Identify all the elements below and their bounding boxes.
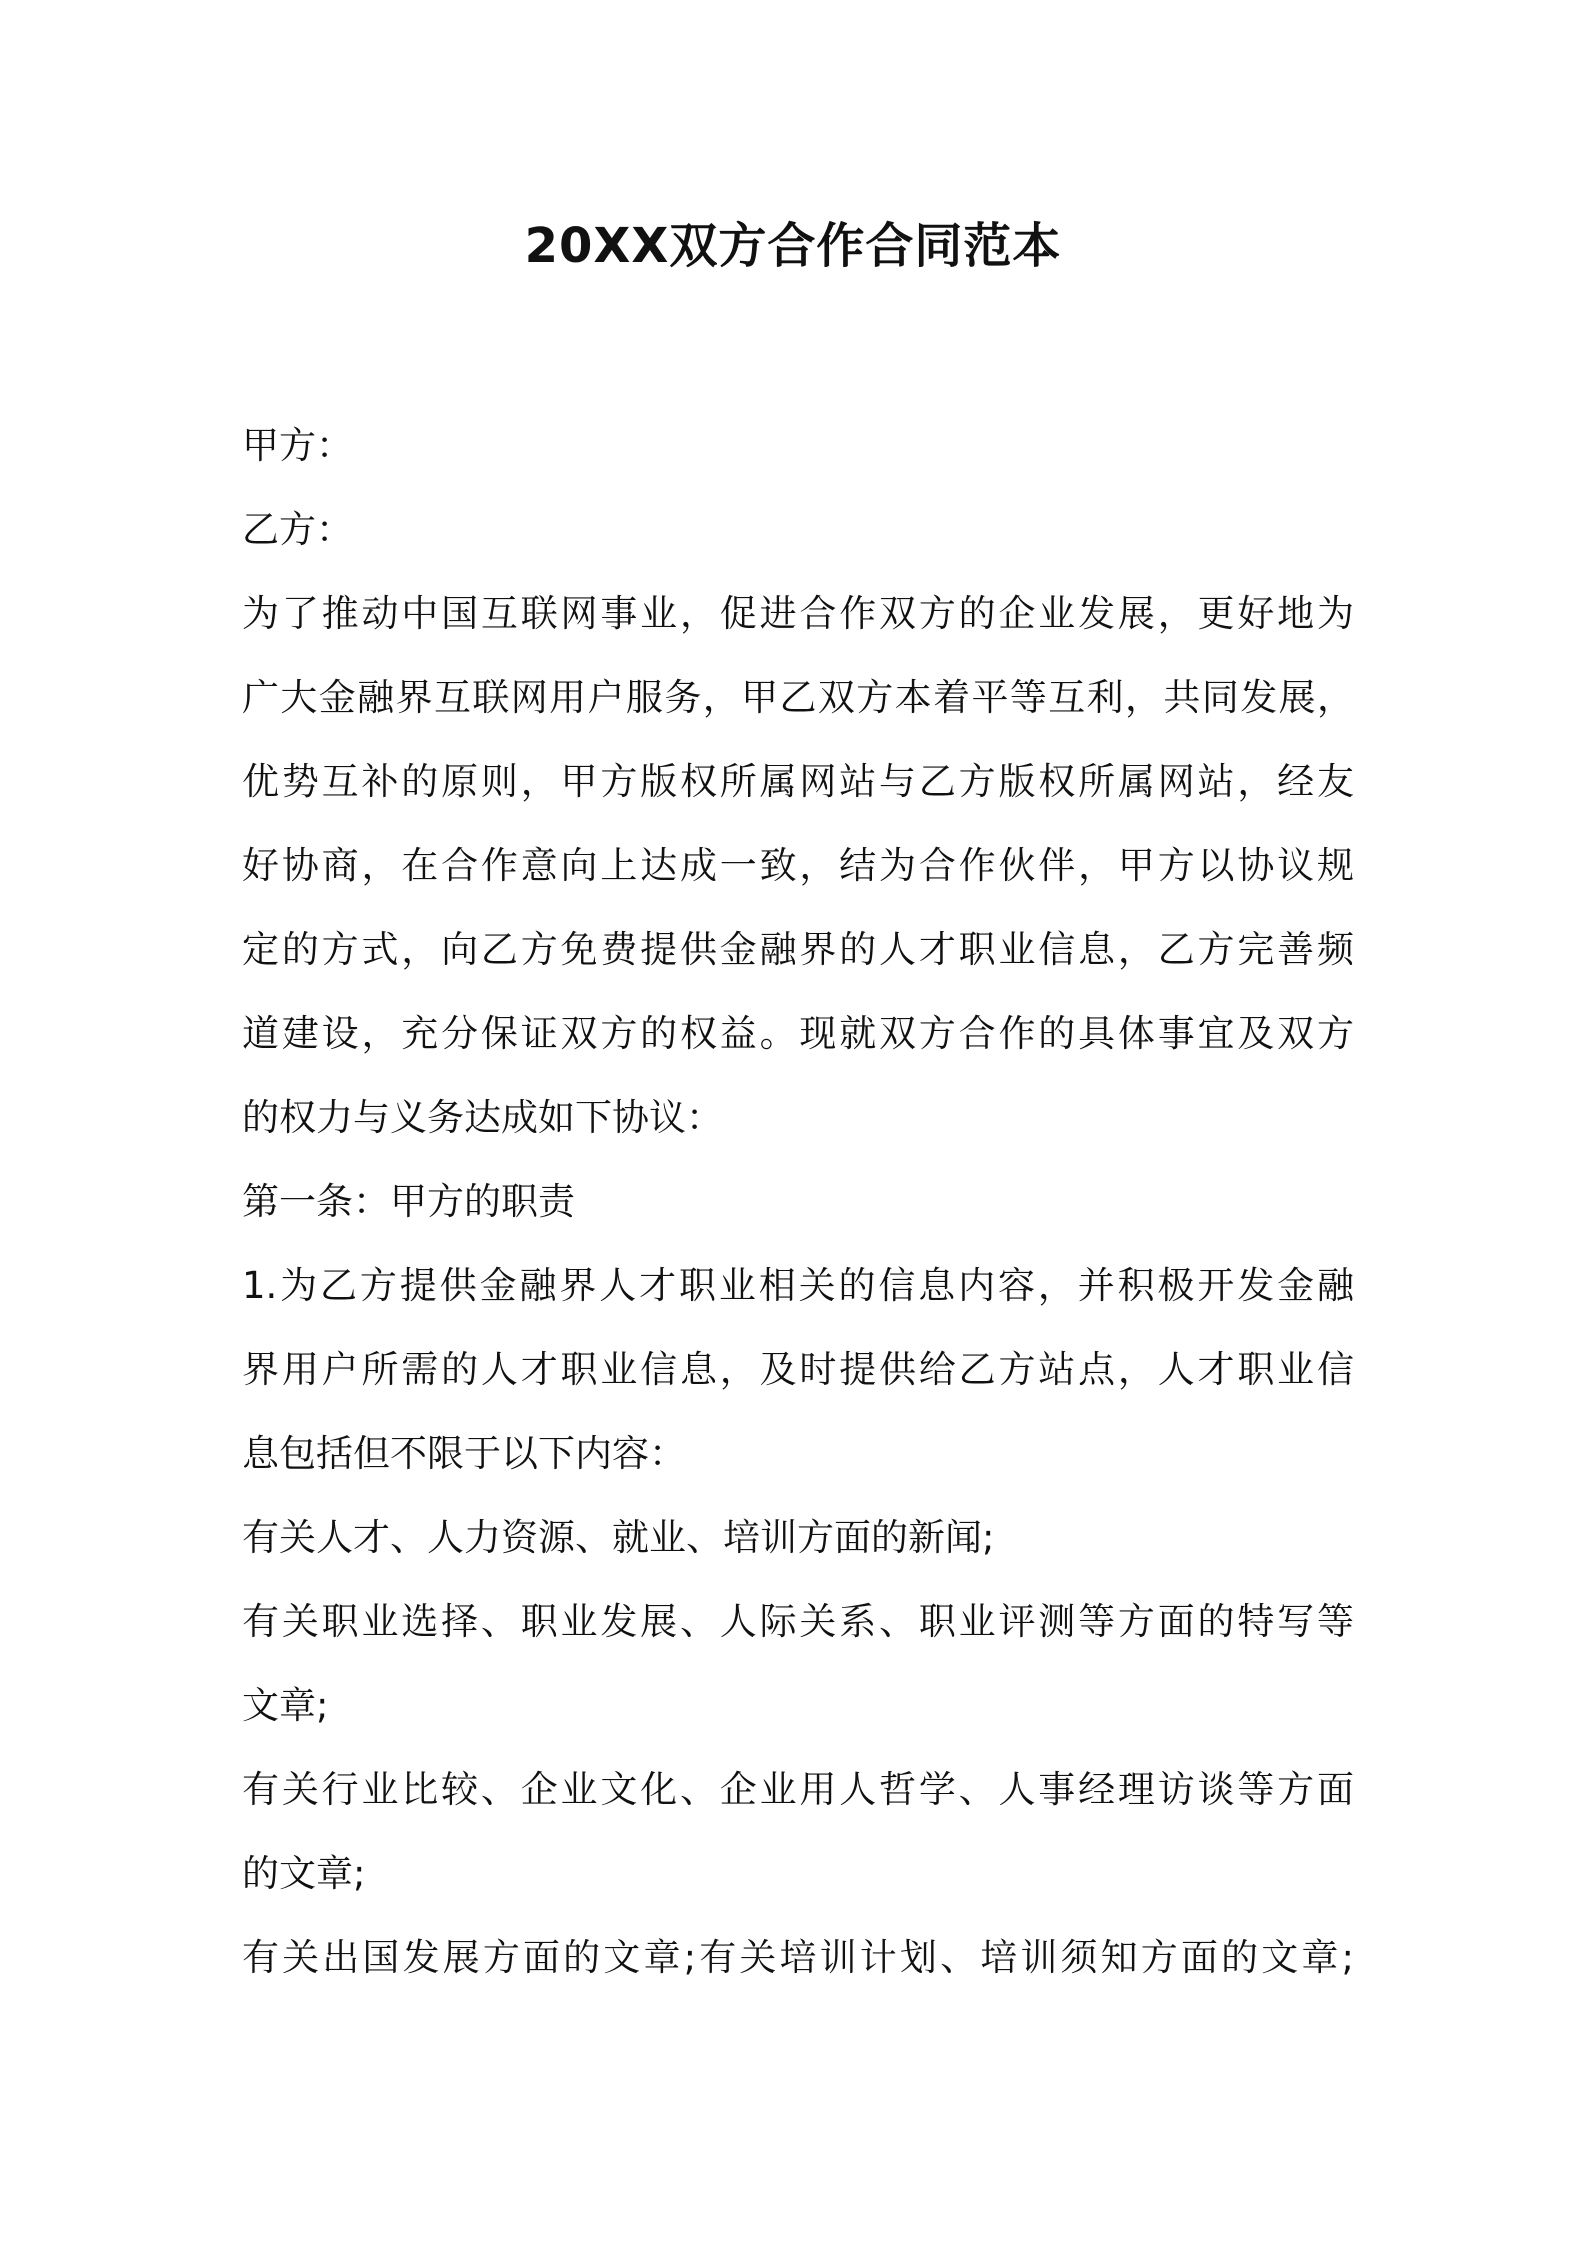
body-line: 有关出国发展方面的文章;有关培训计划、培训须知方面的文章; (242, 1936, 1354, 1979)
body-line: 的文章; (242, 1852, 366, 1895)
body-line: 的权力与义务达成如下协议： (242, 1096, 723, 1139)
body-line: 第一条：甲方的职责 (242, 1180, 575, 1223)
body-line: 乙方： (242, 508, 353, 551)
body-line: 道建设，充分保证双方的权益。现就双方合作的具体事宜及双方 (242, 1012, 1354, 1055)
document-title: 20XX双方合作合同范本 (524, 218, 1062, 274)
body-line: 优势互补的原则，甲方版权所属网站与乙方版权所属网站，经友 (242, 760, 1354, 803)
body-line: 定的方式，向乙方免费提供金融界的人才职业信息，乙方完善频 (242, 928, 1354, 971)
body-line: 有关人才、人力资源、就业、培训方面的新闻; (242, 1516, 995, 1559)
body-line: 有关职业选择、职业发展、人际关系、职业评测等方面的特写等 (242, 1600, 1354, 1643)
document-body (242, 404, 1354, 2000)
body-line: 为了推动中国互联网事业，促进合作双方的企业发展，更好地为 (242, 592, 1354, 635)
body-line: 好协商，在合作意向上达成一致，结为合作伙伴，甲方以协议规 (242, 844, 1354, 887)
body-line: 文章; (242, 1684, 329, 1727)
body-line: 界用户所需的人才职业信息，及时提供给乙方站点，人才职业信 (242, 1348, 1354, 1391)
body-line: 甲方： (242, 424, 353, 467)
body-line: 1.为乙方提供金融界人才职业相关的信息内容，并积极开发金融 (242, 1264, 1354, 1307)
body-line: 有关行业比较、企业文化、企业用人哲学、人事经理访谈等方面 (242, 1768, 1354, 1811)
body-line: 息包括但不限于以下内容： (242, 1432, 686, 1475)
body-line: 广大金融界互联网用户服务，甲乙双方本着平等互利，共同发展， (242, 676, 1354, 719)
